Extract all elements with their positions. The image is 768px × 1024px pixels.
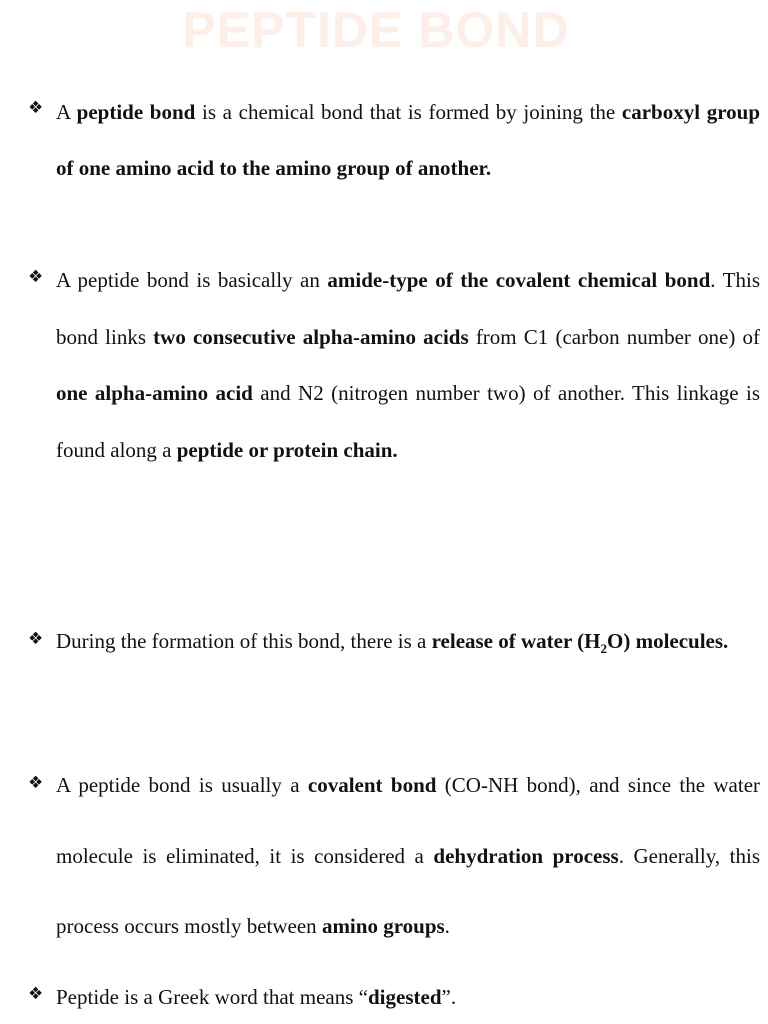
text-run: . (444, 914, 450, 938)
bold-text-run: covalent bond (307, 773, 437, 797)
bold-text-run: dehydration process (433, 843, 619, 868)
bullet-icon: ❖ (28, 984, 44, 1004)
paragraph-greek-origin (56, 978, 760, 1016)
text-run: . Generally, this process occurs mostly between (56, 843, 760, 938)
bold-text-run: two consecutive alpha-amino acids (153, 324, 469, 349)
text-run: During the formation of this bond, there is a (56, 629, 432, 653)
bold-text-run: 2 (600, 641, 607, 657)
bullet-icon: ❖ (28, 267, 44, 287)
bold-text-run: carboxyl group of one amino acid to the amino group of another. (56, 100, 760, 180)
bold-text-run: amino groups (321, 914, 445, 938)
paragraph-definition (56, 84, 760, 196)
bold-text-run: digested (368, 985, 442, 1009)
bold-text-run: O) molecules. (607, 629, 729, 653)
text-run: A peptide bond is usually a (56, 773, 308, 797)
bullet-icon: ❖ (28, 629, 44, 649)
text-run: and N2 (nitrogen number two) of another. This linkage is found along a (56, 381, 760, 462)
paragraph-amide-bond (56, 252, 760, 478)
watermark-title: PEPTIDE BOND (182, 2, 570, 58)
bold-text-run: release of water (H (431, 629, 601, 653)
paragraph-water-release (56, 604, 760, 678)
text-run: (CO-NH bond), and since the water molecule is eliminated, it is considered a (56, 773, 761, 868)
bold-text-run: amide-type of the covalent chemical bond (327, 268, 711, 292)
bold-text-run: one alpha-amino acid (56, 381, 253, 405)
text-run: A (56, 100, 77, 124)
bullet-icon: ❖ (28, 98, 44, 118)
text-run: from C1 (carbon number one) of (468, 324, 761, 349)
text-run: . This bond links (56, 268, 760, 349)
paragraph-dehydration (56, 750, 760, 962)
bold-text-run: peptide bond (76, 100, 196, 124)
text-run: is a chemical bond that is formed by joining the (195, 100, 622, 124)
bold-text-run: peptide or protein chain. (176, 437, 398, 462)
text-run: A peptide bond is basically an (56, 268, 328, 292)
text-run: ”. (441, 985, 457, 1009)
bullet-icon: ❖ (28, 773, 44, 793)
text-run: Peptide is a Greek word that means “ (56, 985, 368, 1009)
